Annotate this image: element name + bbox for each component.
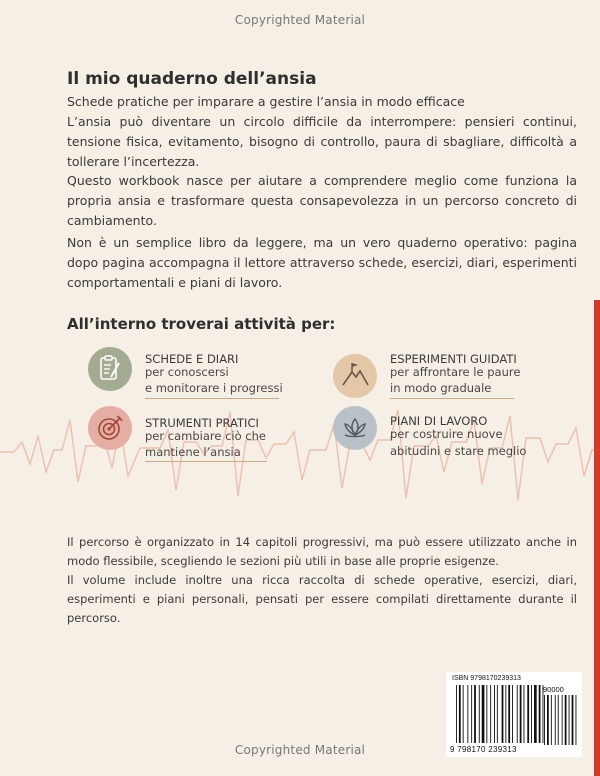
watermark-bottom: Copyrighted Material	[234, 743, 366, 757]
book-subtitle: Schede pratiche per imparare a gestire l’ansia in modo efficace	[67, 94, 465, 109]
feature-underline	[145, 461, 267, 462]
feature-line-2: mantiene l’ansia	[145, 445, 241, 459]
target-arrow-icon	[88, 406, 132, 450]
barcode-digits: 9 798170 239313	[450, 745, 517, 754]
book-title: Il mio quaderno dell’ansia	[67, 69, 317, 89]
isbn-label: ISBN 9798170239313	[452, 675, 521, 682]
feature-line-2: in modo graduale	[390, 381, 492, 395]
clipboard-pen-icon	[88, 347, 132, 391]
closing-paragraph-2: Il volume include inoltre una ricca raccolta di schede operative, esercizi, diari, esperimenti e piani personali, pensati per essere compilati direttamente durante il percorso.	[67, 573, 577, 625]
feature-title: STRUMENTI PRATICI	[145, 416, 259, 430]
feature-line-1: per conoscersi	[145, 365, 229, 379]
feature-underline	[145, 398, 279, 399]
feature-line-2: e monitorare i progressi	[145, 381, 283, 395]
feature-underline	[390, 398, 514, 399]
feature-line-1: per costruire nuove	[390, 427, 503, 441]
feature-title: PIANI DI LAVORO	[390, 414, 488, 428]
intro-paragraph-2: Questo workbook nasce per aiutare a comprendere meglio come funziona la propria ansia e trasformare questa consapevolezza in un percorso concreto di cambiamento.	[67, 173, 577, 228]
feature-title: ESPERIMENTI GUIDATI	[390, 352, 517, 366]
feature-title: SCHEDE E DIARI	[145, 352, 239, 366]
heartbeat-line-decoration	[0, 380, 600, 540]
mountain-flag-icon	[333, 354, 377, 398]
feature-line-1: per affrontare le paure	[390, 365, 521, 379]
activities-heading: All’interno troverai attività per:	[67, 315, 336, 333]
intro-paragraph-1: L’ansia può diventare un circolo difficile da interrompere: pensieri continui, tensione fisica, evitamento, bisogno di controllo, paura di sbagliare, difficoltà a tollerare l’incertezza.	[67, 114, 577, 169]
feature-line-2: abitudini e stare meglio	[390, 444, 527, 458]
lotus-icon	[333, 406, 377, 450]
intro-paragraph-3: Non è un semplice libro da leggere, ma un vero quaderno operativo: pagina dopo pagina accompagna il lettore attraverso schede, esercizi, diari, esperimenti comportamentali e piani di lavoro.	[67, 235, 577, 290]
feature-line-1: per cambiare ciò che	[145, 429, 266, 443]
closing-paragraph-1: Il percorso è organizzato in 14 capitoli progressivi, ma può essere utilizzato anche in modo flessibile, scegliendo le sezioni più utili in base alle proprie esigenze.	[67, 535, 577, 568]
red-edge-bar	[594, 300, 600, 776]
barcode-addon-price: 90000	[543, 685, 564, 694]
watermark-top: Copyrighted Material	[234, 13, 366, 27]
